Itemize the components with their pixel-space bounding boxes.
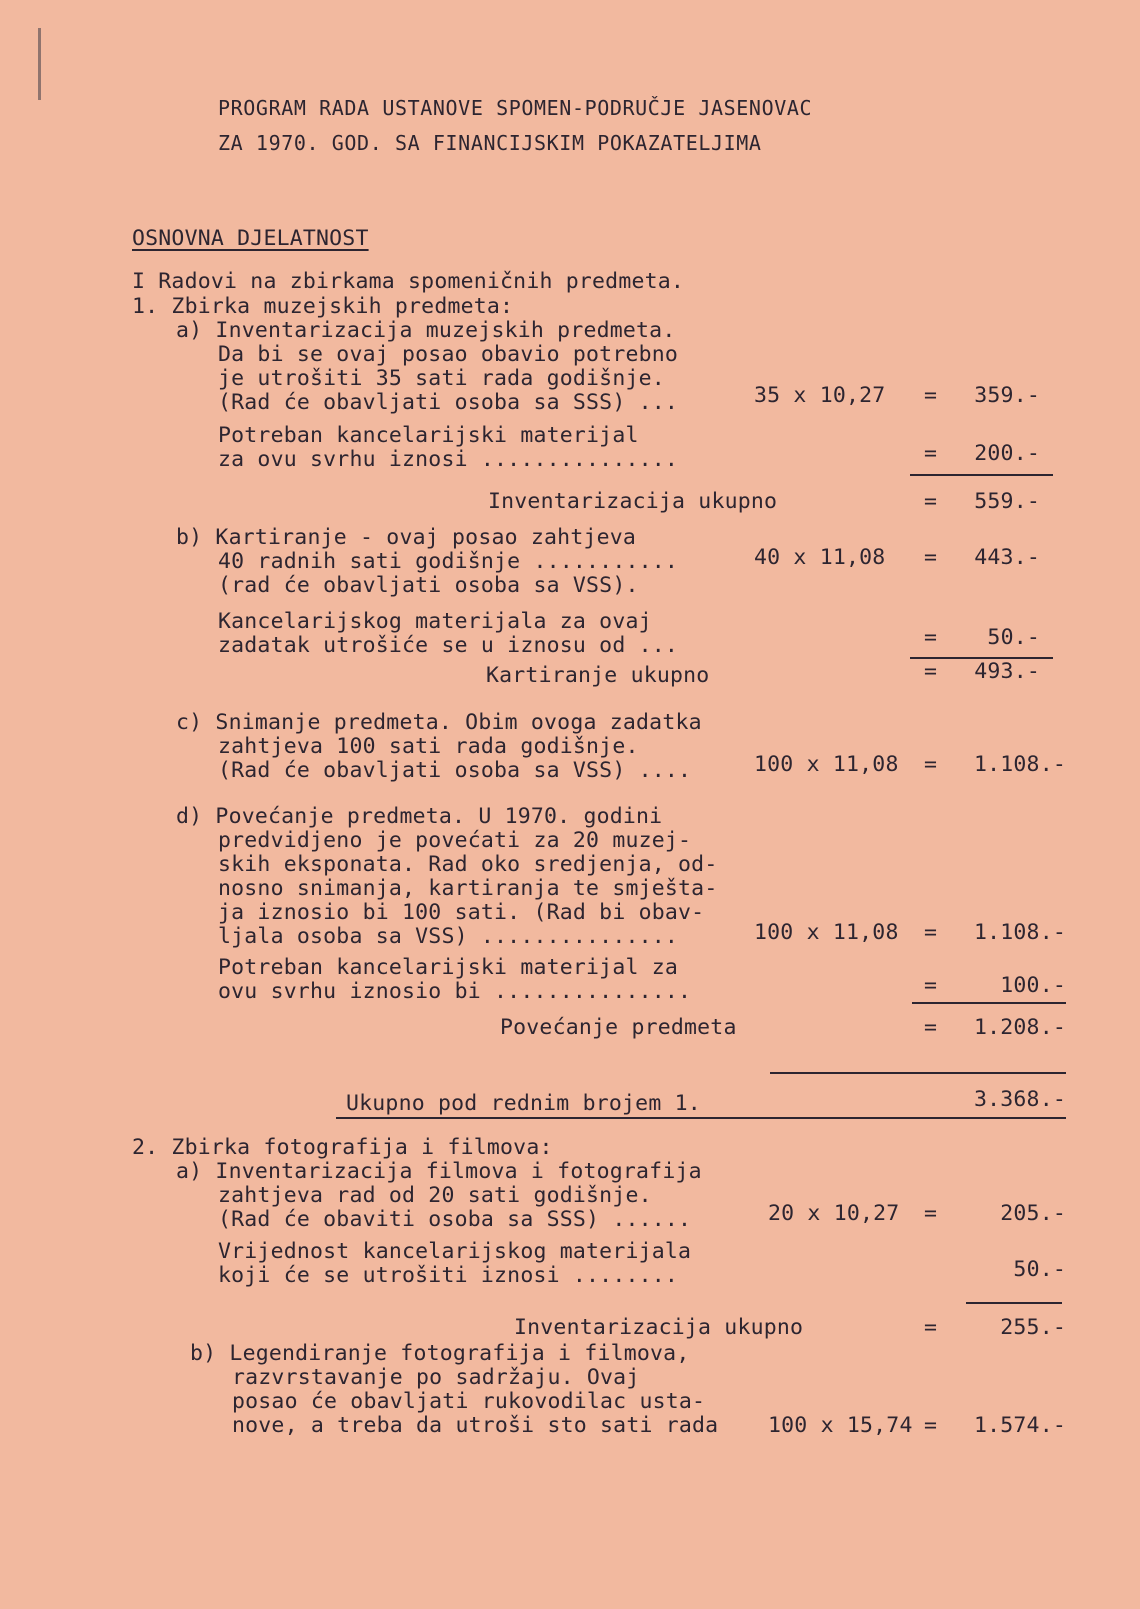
item-1d-line: nosno snimanja, kartiranja te smješta- [218, 876, 718, 901]
document-title-line-1: PROGRAM RADA USTANOVE SPOMEN-PODRUČJE JASENOVAC [218, 96, 813, 120]
document-title-line-2: ZA 1970. GOD. SA FINANCIJSKIM POKAZATELJIMA [218, 131, 762, 155]
item-1d-line: d) Povećanje predmeta. U 1970. godini [176, 804, 663, 829]
group-1-title: 1. Zbirka muzejskih predmeta: [132, 294, 514, 319]
equals-sign: = [924, 659, 938, 684]
item-1b-line: 40 radnih sati godišnje ........... [218, 549, 679, 574]
item-1d-total-label: Povećanje predmeta [500, 1015, 737, 1040]
equals-sign: = [924, 383, 938, 408]
item-1a-material-line: Potreban kancelarijski materijal [218, 423, 639, 448]
item-2a-line: zahtjeva rad od 20 sati godišnje. [218, 1183, 652, 1208]
sum-rule [910, 474, 1053, 476]
item-2a-line: a) Inventarizacija filmova i fotografija [176, 1159, 702, 1184]
group-1-grand-total-label: Ukupno pod rednim brojem 1. [346, 1091, 701, 1116]
item-1a-total-label: Inventarizacija ukupno [488, 489, 778, 514]
item-2a-material-line: Vrijednost kancelarijskog materijala [218, 1239, 692, 1264]
item-1a-line: (Rad će obavljati osoba sa SSS) ... [218, 390, 679, 415]
item-1b-amount: 443.- [974, 545, 1040, 570]
item-1b-total-amount: 493.- [974, 659, 1040, 684]
item-1d-total-amount: 1.208.- [973, 1015, 1066, 1040]
item-1b-material-line: Kancelarijskog materijala za ovaj [218, 609, 652, 634]
item-1c-line: zahtjeva 100 sati rada godišnje. [218, 734, 639, 759]
grand-total-rule [336, 1117, 1066, 1119]
item-1d-line: skih eksponata. Rad oko sredjenja, od- [218, 852, 718, 877]
group-2-title: 2. Zbirka fotografija i filmova: [132, 1135, 553, 1160]
item-1c-line: (Rad će obavljati osoba sa VSS) .... [218, 758, 692, 783]
item-2a-amount: 205.- [1000, 1201, 1066, 1226]
equals-sign: = [924, 1201, 938, 1226]
item-1b-calc: 40 x 11,08 [754, 545, 886, 570]
item-1a-material-amount: 200.- [974, 441, 1040, 466]
equals-sign: = [924, 973, 938, 998]
item-1b-line: (rad će obavljati osoba sa VSS). [218, 573, 639, 598]
item-2b-line: nove, a treba da utroši sto sati rada [232, 1413, 719, 1438]
item-1d-line: ljala osoba sa VSS) ............... [218, 924, 679, 949]
item-1c-amount: 1.108.- [973, 752, 1066, 777]
binding-mark [38, 28, 41, 100]
item-1a-material-line: za ovu svrhu iznosi ............... [218, 447, 679, 472]
item-1a-amount: 359.- [974, 383, 1040, 408]
item-1d-calc: 100 x 11,08 [754, 920, 899, 945]
item-1d-material-line: Potreban kancelarijski materijal za [218, 955, 679, 980]
equals-sign: = [924, 920, 938, 945]
sum-rule [912, 1002, 1066, 1004]
item-1a-line: a) Inventarizacija muzejskih predmeta. [176, 318, 676, 343]
equals-sign: = [924, 489, 938, 514]
item-2a-material-line: koji će se utrošiti iznosi ........ [218, 1263, 679, 1288]
item-2a-calc: 20 x 10,27 [768, 1201, 900, 1226]
equals-sign: = [924, 1015, 938, 1040]
item-1b-total-label: Kartiranje ukupno [486, 663, 710, 688]
item-1d-amount: 1.108.- [973, 920, 1066, 945]
item-2a-total-amount: 255.- [1000, 1315, 1066, 1340]
item-1d-material-amount: 100.- [1000, 973, 1066, 998]
equals-sign: = [924, 441, 938, 466]
equals-sign: = [924, 752, 938, 777]
equals-sign: = [924, 625, 938, 650]
equals-sign: = [924, 1315, 938, 1340]
grand-total-rule [770, 1072, 1066, 1074]
item-2a-total-label: Inventarizacija ukupno [514, 1315, 804, 1340]
equals-sign: = [924, 545, 938, 570]
item-1b-material-amount: 50.- [987, 625, 1040, 650]
item-1c-line: c) Snimanje predmeta. Obim ovoga zadatka [176, 710, 702, 735]
group-1-grand-total-amount: 3.368.- [973, 1087, 1066, 1112]
item-2b-calc: 100 x 15,74 [768, 1413, 913, 1438]
item-2a-line: (Rad će obaviti osoba sa SSS) ...... [218, 1207, 692, 1232]
item-2b-amount: 1.574.- [973, 1413, 1066, 1438]
chapter-title: I Radovi na zbirkama spomeničnih predmeta. [132, 269, 685, 294]
section-title: OSNOVNA DJELATNOST [132, 226, 369, 251]
item-1c-calc: 100 x 11,08 [754, 752, 899, 777]
sum-rule [966, 1302, 1062, 1304]
item-2a-material-amount: 50.- [1013, 1257, 1066, 1282]
item-2b-line: razvrstavanje po sadržaju. Ovaj [232, 1365, 640, 1390]
item-1a-line: Da bi se ovaj posao obavio potrebno [218, 342, 679, 367]
item-1b-material-line: zadatak utrošiće se u iznosu od ... [218, 633, 679, 658]
item-2b-line: b) Legendiranje fotografija i filmova, [190, 1341, 690, 1366]
equals-sign: = [924, 1413, 938, 1438]
item-1a-line: je utrošiti 35 sati rada godišnje. [218, 366, 665, 391]
item-1d-line: predvidjeno je povećati za 20 muzej- [218, 828, 692, 853]
item-1d-material-line: ovu svrhu iznosio bi ............... [218, 979, 692, 1004]
item-1a-total-amount: 559.- [974, 489, 1040, 514]
item-1b-line: b) Kartiranje - ovaj posao zahtjeva [176, 525, 637, 550]
item-1a-calc: 35 x 10,27 [754, 383, 886, 408]
item-2b-line: posao će obavljati rukovodilac usta- [232, 1389, 706, 1414]
item-1d-line: ja iznosio bi 100 sati. (Rad bi obav- [218, 900, 705, 925]
